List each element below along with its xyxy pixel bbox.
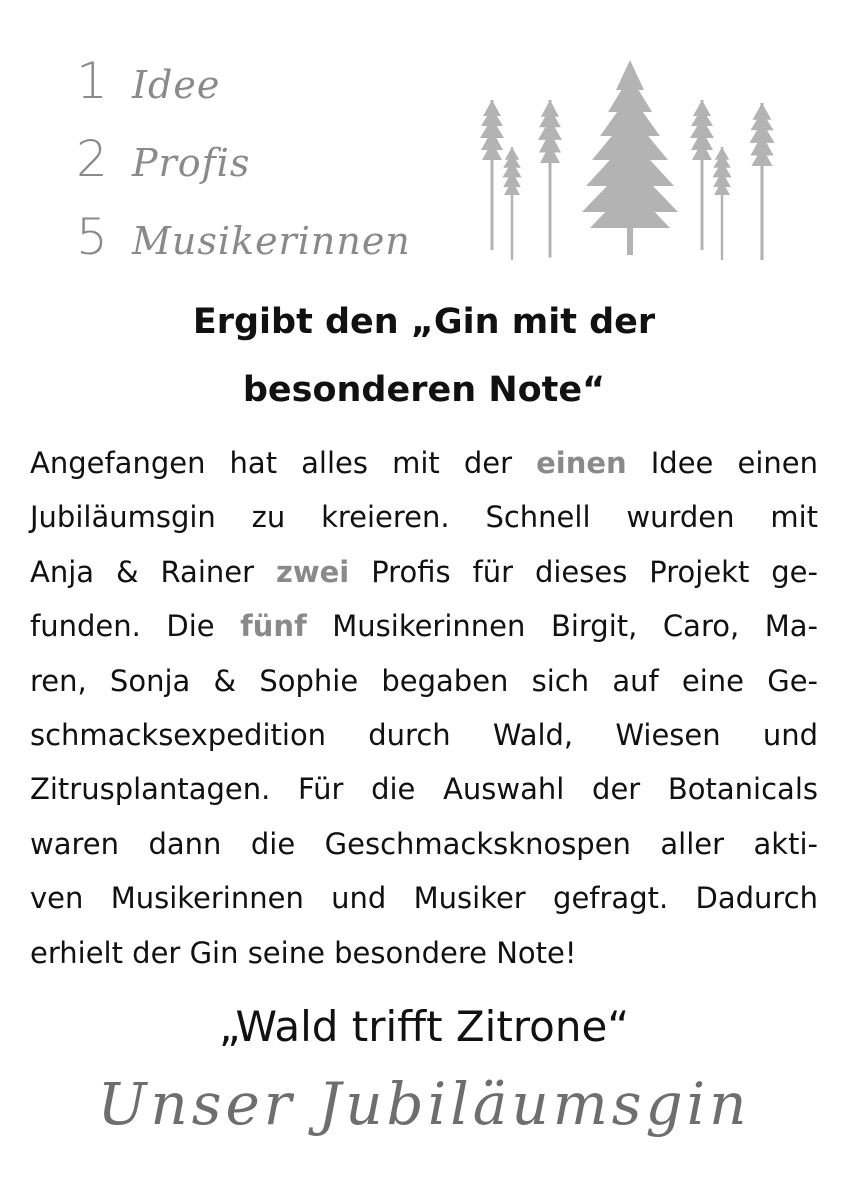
tree-icon <box>480 100 504 250</box>
headline-line: besonderen Note“ <box>242 370 606 410</box>
header <box>0 0 848 280</box>
signature: Unser Jubiläumsgin <box>97 1070 751 1138</box>
body-text-segment: Anja & Rainer <box>30 554 276 589</box>
body-line <box>30 436 818 490</box>
tree-icon <box>538 100 562 258</box>
body-line: ren, Sonja & Sophie begaben sich auf eine Ge- <box>30 663 818 698</box>
body-line: ven Musikerinnen und Musiker gefragt. Dadurch <box>30 881 818 916</box>
body-line <box>30 599 818 653</box>
body-text-segment: Musikerinnen Birgit, Caro, Ma- <box>306 609 819 644</box>
body-line: Jubiläumsgin zu kreieren. Schnell wurden mit <box>30 500 818 535</box>
highlight-word: einen <box>536 446 627 480</box>
list-word: Idee <box>132 63 221 107</box>
body-text-segment: Idee einen <box>626 446 818 480</box>
list-item <box>76 130 411 208</box>
list-item <box>76 208 411 286</box>
list-word: Musikerinnen <box>132 219 411 263</box>
body-line: Zitrusplantagen. Für die Auswahl der Botanicals <box>30 772 818 807</box>
body-line: erhielt der Gin seine besondere Note! <box>30 935 577 970</box>
headline <box>0 288 848 424</box>
body-line: waren dann die Geschmacksknospen aller akti- <box>30 826 818 861</box>
headline-line: Ergibt den „Gin mit der <box>192 302 656 342</box>
list-number: 2 <box>76 130 108 188</box>
slogan: „Wald trifft Zitrone“ <box>218 1002 630 1051</box>
body-paragraph <box>30 436 818 980</box>
body-text-segment: Profis für dieses Projekt ge- <box>349 554 818 589</box>
tree-icon <box>502 147 521 260</box>
intro-list <box>76 52 411 286</box>
list-number: 1 <box>76 52 108 110</box>
list-item <box>76 52 411 130</box>
body-line: schmacksexpedition durch Wald, Wiesen und <box>30 718 818 753</box>
highlight-word: zwei <box>275 554 350 589</box>
tree-icon <box>690 100 714 250</box>
body-text-segment: Angefangen hat alles mit der <box>30 446 537 480</box>
body-text-segment: funden. Die <box>30 609 241 644</box>
body-line <box>30 545 818 599</box>
tree-icon <box>749 103 774 260</box>
highlight-word: fünf <box>240 609 307 644</box>
tree-icon <box>712 147 731 260</box>
trees-illustration <box>470 55 790 260</box>
list-number: 5 <box>76 208 108 266</box>
tree-icon <box>582 60 678 255</box>
list-word: Profis <box>132 141 251 185</box>
